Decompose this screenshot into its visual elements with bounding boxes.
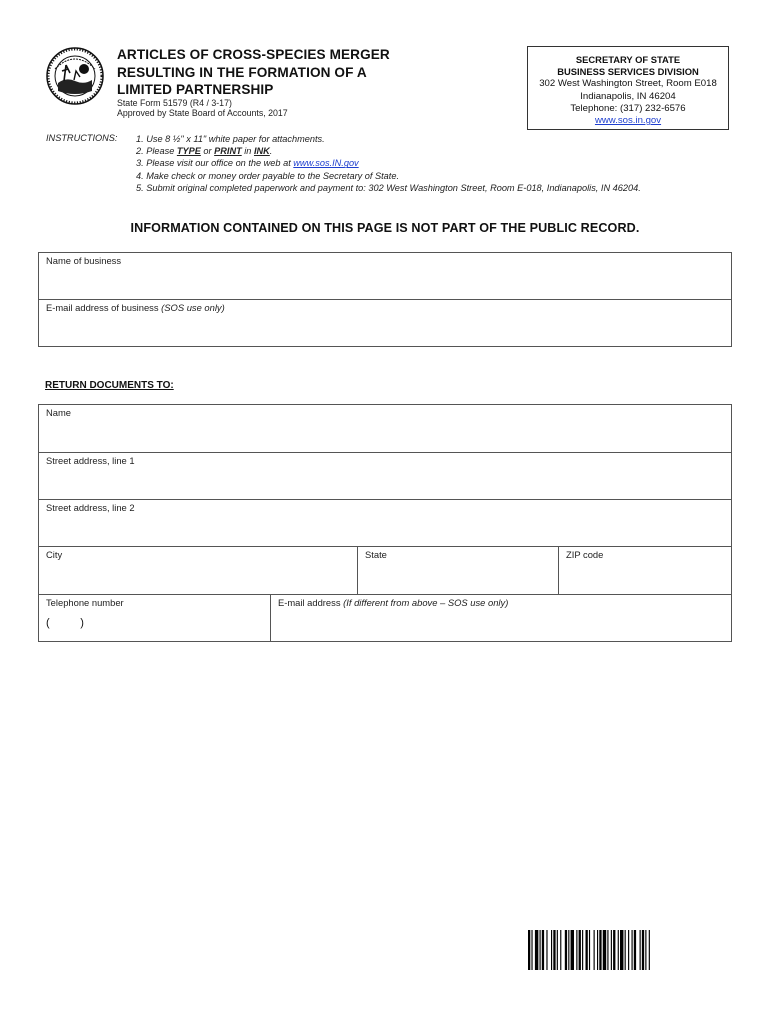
zip-field[interactable] — [559, 547, 731, 594]
sos-office-name: SECRETARY OF STATE — [575, 54, 681, 65]
barcode-bar — [613, 930, 615, 970]
barcode-bar — [528, 930, 530, 970]
barcode-bar — [634, 930, 636, 970]
barcode-bar — [649, 930, 650, 970]
city-field[interactable] — [39, 547, 357, 594]
return-name-field[interactable] — [39, 405, 731, 452]
title-line-1: ARTICLES OF CROSS-SPECIES MERGER — [117, 47, 390, 62]
sos-website-link[interactable]: www.sos.in.gov — [594, 115, 662, 127]
barcode-bar — [597, 930, 598, 970]
barcode-bar — [599, 930, 601, 970]
barcode-bar — [551, 930, 552, 970]
state-seal-icon — [46, 47, 104, 105]
barcode-icon — [528, 930, 710, 970]
instruction-3: 3. Please visit our office on the web at www.sos.IN.gov — [136, 158, 359, 169]
form-number: State Form 51579 (R4 / 3-17) — [117, 98, 232, 108]
barcode-bar — [557, 930, 558, 970]
return-address-table — [38, 404, 732, 642]
street-line-2-label: Street address, line 2 — [46, 502, 135, 513]
instruction-1: 1. Use 8 ½" x 11" white paper for attachments. — [136, 134, 325, 144]
barcode-bar — [571, 930, 574, 970]
barcode-bar — [568, 930, 569, 970]
instruction-5: 5. Submit original completed paperwork and payment to: 302 West Washington Street, Room E-018, Indianapolis, IN 46204. — [136, 182, 641, 193]
barcode-bar — [589, 930, 590, 970]
barcode-bar — [625, 930, 626, 970]
barcode-bar — [535, 930, 538, 970]
business-email-field[interactable] — [39, 300, 731, 346]
barcode-bar — [618, 930, 619, 970]
street-line-2-field[interactable] — [39, 500, 731, 546]
state-field[interactable] — [358, 547, 558, 594]
barcode-bar — [607, 930, 608, 970]
return-name-label: Name — [46, 407, 72, 418]
sos-web-link[interactable]: www.sos.IN.gov — [293, 158, 359, 169]
barcode-bar — [620, 930, 623, 970]
business-info-table — [38, 252, 732, 347]
instructions-label: INSTRUCTIONS: — [46, 133, 118, 143]
barcode-bar — [640, 930, 641, 970]
barcode-bar — [579, 930, 581, 970]
instructions-list — [136, 133, 641, 194]
title-line-3: LIMITED PARTNERSHIP — [117, 82, 274, 97]
barcode-bar — [603, 930, 606, 970]
barcode-graphic — [528, 930, 710, 970]
sos-city: Indianapolis, IN 46204 — [580, 90, 676, 102]
barcode-bar — [594, 930, 595, 970]
barcode-bar — [531, 930, 532, 970]
barcode-bar — [611, 930, 612, 970]
business-name-label: Name of business — [46, 255, 122, 266]
barcode-bar — [582, 930, 583, 970]
city-label: City — [46, 549, 63, 560]
barcode-bar — [542, 930, 544, 970]
sos-street: 302 West Washington Street, Room E018 — [539, 78, 717, 90]
return-email-label: E-mail address (If different from above – SOS use only) — [278, 597, 509, 608]
form-title — [117, 46, 447, 99]
barcode-bar — [553, 930, 555, 970]
instruction-4: 4. Make check or money order payable to the Secretary of State. — [136, 170, 400, 181]
sos-division-name: BUSINESS SERVICES DIVISION — [557, 66, 699, 78]
barcode-bar — [632, 930, 633, 970]
telephone-field[interactable] — [39, 595, 270, 641]
barcode-bar — [560, 930, 561, 970]
barcode-bar — [586, 930, 588, 970]
business-name-field[interactable] — [39, 253, 731, 300]
zip-label: ZIP code — [566, 549, 604, 560]
barcode-bar — [546, 930, 547, 970]
business-email-label: E-mail address of business (SOS use only) — [46, 302, 225, 313]
street-line-1-field[interactable] — [39, 453, 731, 499]
title-line-2: RESULTING IN THE FORMATION OF A — [117, 64, 367, 80]
sos-contact-box — [527, 46, 729, 130]
barcode-bar — [628, 930, 629, 970]
instruction-2: 2. Please TYPE or PRINT in INK. — [136, 146, 273, 157]
street-line-1-label: Street address, line 1 — [46, 455, 135, 466]
return-email-field[interactable] — [271, 595, 731, 641]
barcode-bar — [645, 930, 646, 970]
barcode-bar — [565, 930, 567, 970]
sos-telephone: Telephone: (317) 232-6576 — [570, 102, 686, 114]
area-code-parens: ( ) — [46, 617, 84, 629]
approval-note: Approved by State Board of Accounts, 2017 — [117, 108, 288, 118]
barcode-bar — [576, 930, 577, 970]
barcode-bar — [540, 930, 541, 970]
return-documents-heading: RETURN DOCUMENTS TO: — [45, 380, 174, 391]
barcode-bar — [642, 930, 644, 970]
state-label: State — [365, 549, 387, 560]
telephone-label: Telephone number — [46, 597, 124, 608]
public-record-notice: INFORMATION CONTAINED ON THIS PAGE IS NOT PART OF THE PUBLIC RECORD. — [130, 221, 640, 235]
